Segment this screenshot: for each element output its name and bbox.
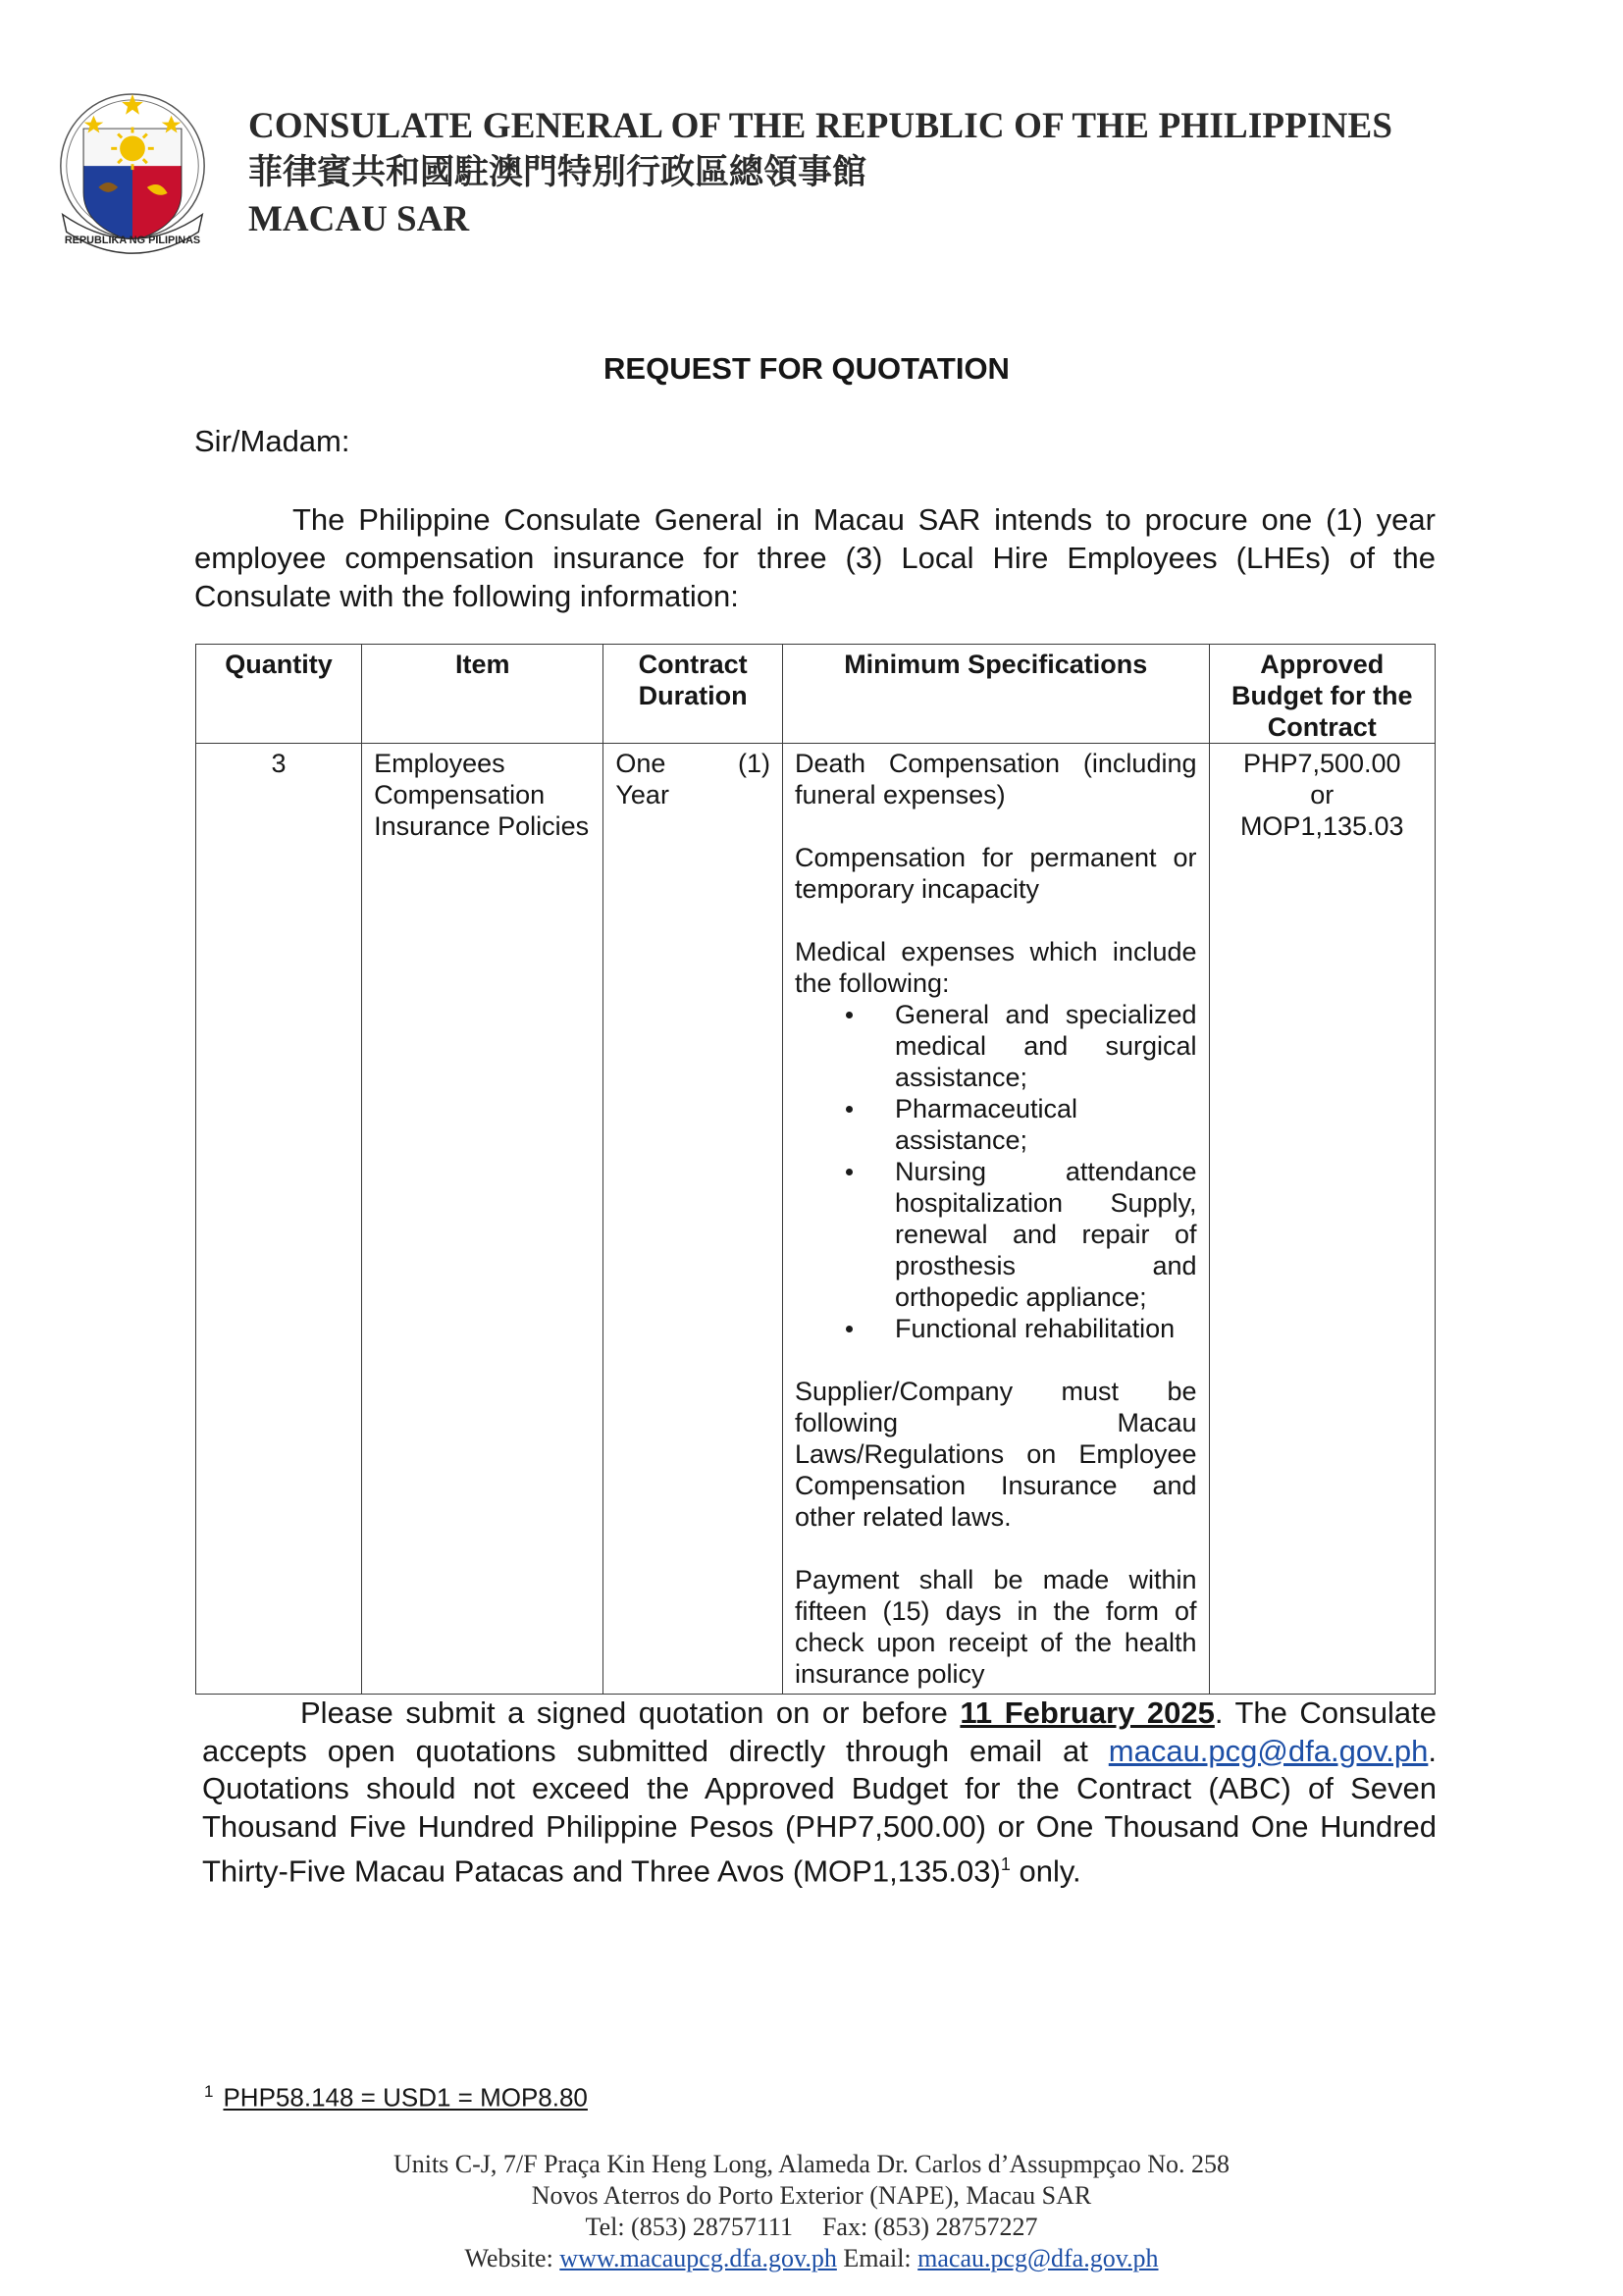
table-row [196,744,1436,1695]
duration-number: (1) [737,749,770,778]
header-item: Item [362,645,603,744]
budget-php: PHP7,500.00 [1242,749,1401,778]
spec-supplier-compliance: Supplier/Company must be following Macau Laws/Regulations on Employee Compensation Insurance and other related laws. [794,1377,1197,1532]
footer-tel: Tel: (853) 28757111 [585,2213,793,2241]
footer-address-2: Novos Aterros do Porto Exterior (NAPE), Macau SAR [531,2181,1092,2210]
philippine-seal-logo [45,90,220,265]
header-contract-duration: Contract Duration [603,645,783,744]
spec-payment-terms: Payment shall be made within fifteen (15) days in the form of check upon receipt of the health insurance policy [794,1565,1197,1689]
table-header-row [196,645,1436,744]
bullet-icon [846,1106,853,1113]
cell-specifications [782,744,1209,1695]
closing-paragraph: Please submit a signed quotation on or before 11 February 2025. The Consulate accepts open quotations submitted directly through email at macau.pcg@dfa.gov.ph. Quotations should not exceed the Approved Budget for the Contract (ABC) of Seven Thousand Five Hundred Philippine Pesos (PHP7,500.00) or One Thousand One Hundred Thirty-Five Macau Patacas and Three Avos $(MOP1,135.03)^1$ only. [202,1696,1437,1889]
website-link[interactable]: www.macaupcg.dfa.gov.ph [559,2244,837,2272]
cell-quantity: 3 [196,744,362,1695]
item-text: Employees Compensation Insurance Policies [374,749,590,841]
footer-web: Website: www.macaupcg.dfa.gov.ph Email: macau.pcg@dfa.gov.ph [464,2244,1159,2272]
letterhead-line-1: CONSULATE GENERAL OF THE REPUBLIC OF THE PHILIPPINES [248,106,1393,146]
footnote-mark: 1 [204,2082,214,2101]
spec-medical-intro: Medical expenses which include the following: [794,937,1197,998]
bullet-icon [846,1012,853,1018]
duration-year: Year [615,780,669,809]
deadline-date: 11 February 2025 [960,1696,1215,1730]
svg-text:REPUBLIKA NG PILIPINAS: REPUBLIKA NG PILIPINAS [64,235,201,247]
letterhead [248,104,1392,243]
budget-or: or [1310,780,1335,809]
cell-duration [603,744,783,1695]
footer [0,2149,1623,2274]
letterhead-line-3: MACAU SAR [248,199,470,239]
footnote-text: PHP58.148 = USD1 = MOP8.80 [223,2082,588,2113]
list-item: General and specialized medical and surgical assistance; [795,999,1197,1093]
footer-contact [0,2212,1623,2243]
footnote-ref: 1 [1000,1854,1011,1874]
cell-budget [1209,744,1436,1695]
footer-email-link[interactable]: macau.pcg@dfa.gov.ph [917,2244,1159,2272]
list-item: Nursing attendance hospitalization Supply, renewal and repair of prosthesis and orthopedic appliance; [795,1156,1197,1313]
cell-item [362,744,603,1695]
email-link[interactable]: macau.pcg@dfa.gov.ph [1108,1733,1429,1768]
footnote [204,2082,588,2113]
salutation: Sir/Madam: [194,424,350,458]
bullet-icon [846,1326,853,1332]
bullet-icon [846,1169,853,1175]
document-title: REQUEST FOR QUOTATION [603,351,1010,386]
footer-address-1: Units C-J, 7/F Praça Kin Heng Long, Alameda Dr. Carlos d’Assupmpçao No. 258 [393,2150,1230,2178]
header-minimum-specifications: Minimum Specifications [782,645,1209,744]
duration-one: One [615,749,666,778]
header-approved-budget: Approved Budget for the Contract [1209,645,1436,744]
footer-fax: Fax: (853) 28757227 [821,2213,1038,2241]
intro-paragraph: The Philippine Consulate General in Macau SAR intends to procure one (1) year employee compensation insurance for three (3) Local Hire Employees (LHEs) of the Consulate with the following information: [194,502,1436,613]
list-item: Functional rehabilitation [795,1313,1197,1344]
list-item: Pharmaceutical assistance; [795,1093,1197,1156]
spec-incapacity: Compensation for permanent or temporary incapacity [794,843,1197,904]
quotation-table [195,644,1436,1695]
medical-bullet-list [795,999,1197,1344]
header-quantity: Quantity [196,645,362,744]
budget-mop: MOP1,135.03 [1239,811,1404,841]
spec-death-compensation: Death Compensation (including funeral expenses) [794,749,1197,809]
letterhead-line-2-chinese: 菲律賓共和國駐澳門特別行政區總領事館 [248,153,867,192]
spec-medical-expenses [795,936,1197,1344]
